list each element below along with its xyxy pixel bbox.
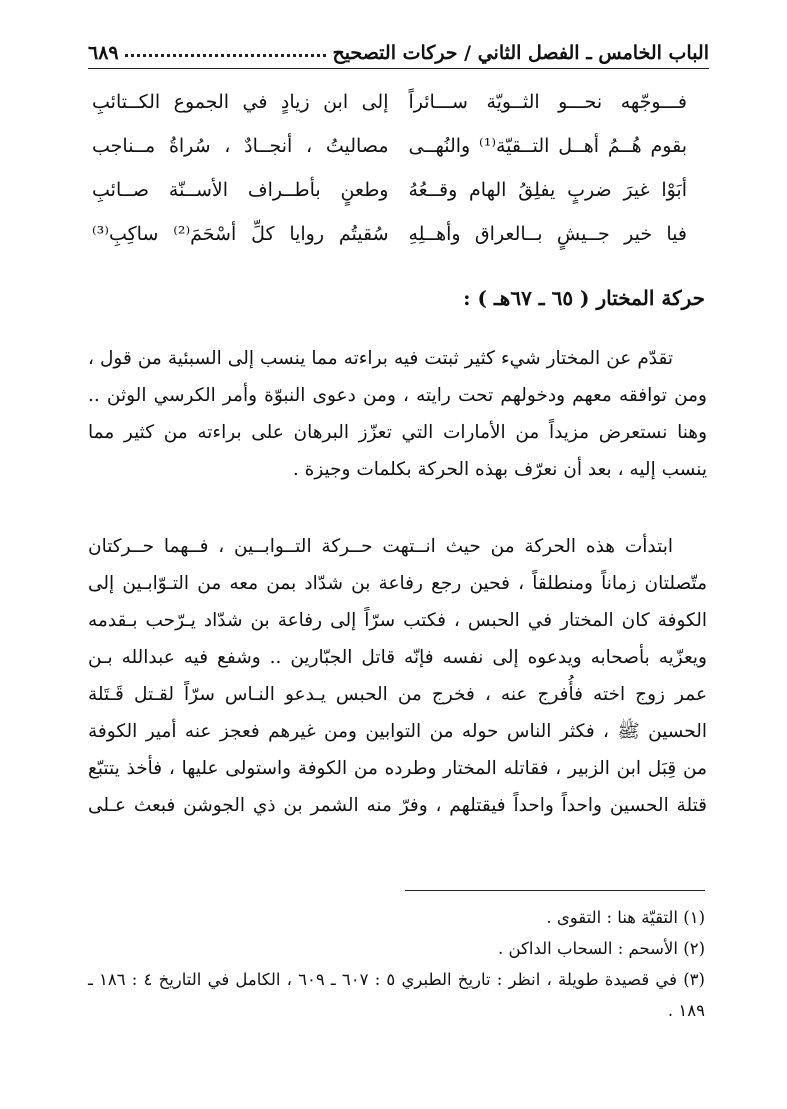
paragraph-line: عمر زوج اخته فأُفرج عنه ، فخرج من الحبس يـدعو النـاس سرّاً لقـتل قَـتَلة	[88, 684, 707, 705]
page-number: ٦٨٩	[88, 42, 119, 64]
verse-line	[88, 168, 709, 212]
paragraph-line: الحسين ﷺ ، فكثر الناس حوله من التوابين ومن غيرهم فعجز عنه أمير الكوفة	[88, 721, 707, 742]
paragraph	[88, 340, 707, 488]
verse-second-hemistich: مصاليتُ ، أنجــادٌ ، سُراةُ مــناجب	[92, 135, 389, 157]
footnote-separator	[405, 890, 705, 891]
verse-line	[88, 124, 709, 168]
paragraph-line: من قِبَل ابن الزبير ، فقاتله المختار وطرده من الكوفة واستولى عليها ، فأخذ يتتبّع	[88, 758, 707, 779]
footnotes	[88, 902, 705, 1026]
footnote-continuation: ١٨٩ .	[667, 1001, 705, 1020]
verse-first-hemistich: بقوم هُــمُ أهــل التــقيّة⁽¹⁾ والنُهــى	[408, 135, 687, 157]
header-rule	[88, 68, 709, 69]
poem	[88, 80, 709, 256]
paragraph-line: ابتدأت هذه الحركة من حيث انــتهت حــركة التــوابــين ، فــهما حــركتان	[88, 536, 673, 557]
chapter-title: الباب الخامس ـ الفصل الثاني / حركات التصحيح	[332, 42, 709, 64]
verse-first-hemistich: فـــوجّهه نحـــو الثــويّة ســـائراً	[408, 91, 687, 113]
paragraph-line: ويعزّيه بأصحابه ويدعوه إلى نفسه فإنّه قاتل الجبّارين .. وشفع فيه عبدالله بـن	[88, 647, 707, 668]
verse-first-hemistich: أبَوْا غيرَ ضربٍ يفلِقُ الهام وقــعُهُ	[408, 179, 687, 201]
header-dot-leader	[125, 54, 327, 57]
footnote: (٣) في قصيدة طويلة ، انظر : تاريخ الطبري ٥ : ٦٠٧ ـ ٦٠٩ ، الكامل في التاريخ ٤ : ١٨٦ ـ	[88, 970, 705, 989]
paragraph-line: تقدّم عن المختار شيء كثير ثبتت فيه براءته مما ينسب إلى السبئية من قول ،	[88, 348, 673, 369]
verse-first-hemistich: فيا خير جــيشٍ بــالعراق وأهــلِهِ	[408, 223, 687, 245]
verse-line	[88, 80, 709, 124]
paragraph-line: ومن توافقه معهم ودخولهم تحت رايته ، ومن دعوى النبوّة وأمر الكرسي الوثن ..	[88, 385, 707, 406]
paragraph-line: قتلة الحسين واحداً واحداً فيقتلهم ، وفرّ منه الشمر بن ذي الجوشن فبعث عـلى	[88, 795, 707, 816]
footnote: (٢) الأسحم : السحاب الداكن .	[497, 939, 705, 958]
paragraph	[88, 528, 707, 824]
verse-second-hemistich: سُقيتُم روايا كلِّ أسْحَمَ⁽²⁾ ساكِبِ⁽³⁾	[92, 223, 389, 245]
paragraph-line: وهنا نستعرض مزيداً من الأمارات التي تعزّز البرهان على براءته من كثير مما	[88, 422, 707, 443]
paragraph-line: الكوفة كان المختار في الحبس ، فكتب سرّاً إلى رفاعة بن شدّاد يـرّحب بـقدمه	[88, 610, 707, 631]
footnote: (١) التقيّة هنا : التقوى .	[546, 908, 705, 927]
verse-line	[88, 212, 709, 256]
section-heading: حركة المختار ( ٦٥ ـ ٦٧هـ ) :	[463, 286, 705, 310]
running-header	[88, 30, 709, 64]
verse-second-hemistich: إلى ابن زيادٍ في الجموع الكــتائبِ	[92, 91, 389, 113]
paragraph-line: متّصلتان زماناً ومنطلقاً ، فحين رجع رفاعة بن شدّاد بمن معه من التـوّابـين إلى	[88, 573, 707, 594]
paragraph-line: ينسب إليه ، بعد أن نعرّف بهذه الحركة بكلمات وجيزة .	[292, 459, 707, 480]
verse-second-hemistich: وطعنٍ بأطــراف الأســنّة صــائبِ	[92, 179, 389, 201]
